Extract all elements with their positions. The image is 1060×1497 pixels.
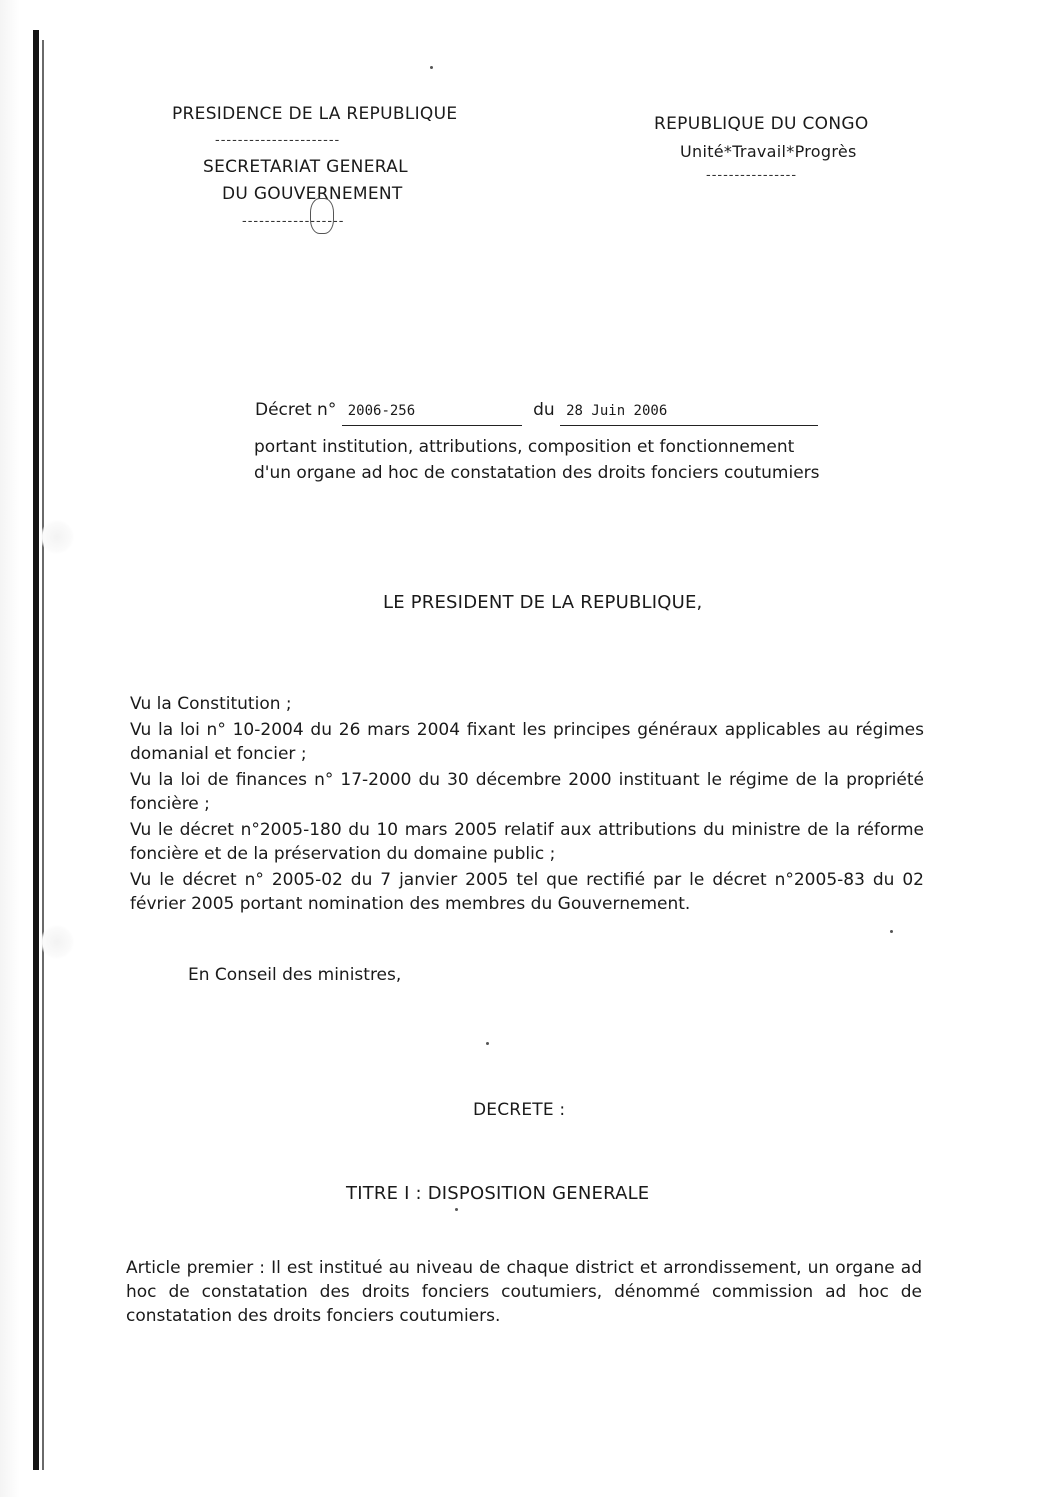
decret-reference-line [255,398,818,426]
binding-line [33,30,39,1470]
scan-speck [486,1042,489,1045]
visa-item: Vu la Constitution ; [130,694,292,714]
conseil-line: En Conseil des ministres, [188,965,402,985]
titre-heading: TITRE I : DISPOSITION GENERALE [346,1183,650,1204]
punch-hole [40,925,74,959]
visa-item: Vu la loi de finances n° 17-2000 du 30 décembre 2000 instituant le régime de la propriété foncière ; [130,770,924,814]
decret-du-label: du [533,400,555,420]
decret-subject-line-1: portant institution, attributions, composition et fonctionnement [254,437,795,457]
header-republique: REPUBLIQUE DU CONGO [654,114,869,134]
decret-label: Décret n° [255,400,337,420]
decret-number: 2006-256 [342,399,522,426]
header-presidence: PRESIDENCE DE LA REPUBLIQUE [172,104,458,124]
header-left-divider-2: ------------------ [242,214,345,229]
article-premier [126,1256,922,1328]
president-heading: LE PRESIDENT DE LA REPUBLIQUE, [383,592,703,613]
page-binding-edge [0,0,48,1497]
decret-date: 28 Juin 2006 [560,399,818,426]
visas-block [130,692,924,916]
handwritten-mark [310,198,334,234]
visa-item: Vu le décret n°2005-180 du 10 mars 2005 relatif aux attributions du ministre de la réforme foncière et de la préservation du domaine public ; [130,820,924,864]
punch-hole [40,520,74,554]
header-devise: Unité*Travail*Progrès [680,142,857,161]
scan-speck [455,1208,458,1211]
header-secretariat: SECRETARIAT GENERAL [203,157,408,177]
article-text: Il est institué au niveau de chaque district et arrondissement, un organe ad hoc de constatation des droits fonciers coutumiers, dénommé commission ad hoc de constatation des droits fonciers coutumiers. [126,1258,923,1326]
visa-item: Vu la loi n° 10-2004 du 26 mars 2004 fixant les principes généraux applicables au régimes domanial et foncier ; [130,720,924,764]
visa-item: Vu le décret n° 2005-02 du 7 janvier 2005 tel que rectifié par le décret n°2005-83 du 02 février 2005 portant nomination des membres du Gouvernement. [130,870,924,914]
header-gouvernement: DU GOUVERNEMENT [222,184,403,204]
decrete-heading: DECRETE : [473,1100,566,1120]
header-left-divider: ---------------------- [215,133,341,148]
scan-speck [430,66,433,69]
decret-subject-line-2: d'un organe ad hoc de constatation des droits fonciers coutumiers [254,463,820,483]
scan-speck [890,930,893,933]
article-label: Article premier : [126,1258,265,1278]
header-right-divider: ---------------- [706,168,798,183]
binding-line-secondary [42,40,44,1470]
